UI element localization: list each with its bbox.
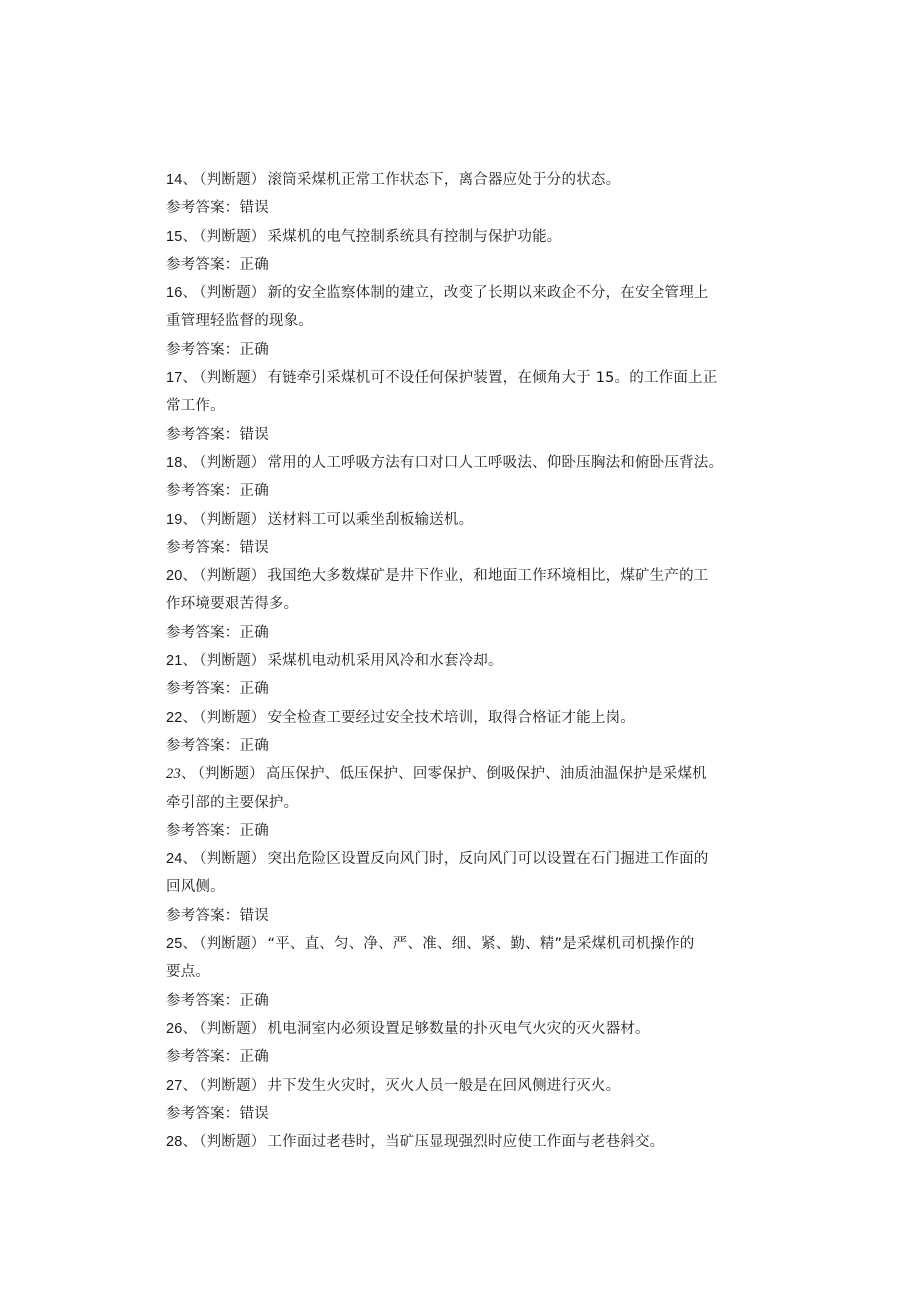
question-body: 采煤机电动机采用风冷和水套冷却。: [267, 653, 503, 670]
answer-label: 参考答案：: [166, 681, 240, 698]
question-body: 新的安全监察体制的建立，改变了长期以来政企不分，在安全管理上: [267, 285, 709, 302]
question-item: [166, 704, 766, 761]
question-body: 常工作。: [166, 398, 225, 415]
question-number: 16: [166, 285, 183, 302]
question-separator: 、: [182, 454, 198, 471]
question-number: 26: [166, 1020, 183, 1037]
question-text: [166, 562, 766, 590]
question-body: 牵引部的主要保护。: [166, 794, 299, 811]
question-type: （判断题）: [199, 936, 266, 953]
answer-line: [166, 902, 766, 930]
answer-value: 正确: [239, 624, 269, 641]
question-number: 14: [166, 172, 183, 188]
question-item: [166, 223, 766, 280]
question-list: [166, 166, 766, 1156]
answer-value: 正确: [239, 992, 269, 1009]
question-separator: 、: [182, 936, 198, 953]
answer-value: 正确: [239, 483, 269, 500]
question-type: （判断题）: [199, 1134, 266, 1151]
question-separator: 、: [182, 653, 198, 670]
question-body: 工作面过老巷时，当矿压显现强烈时应使工作面与老巷斜交。: [267, 1134, 665, 1151]
question-body: 我国绝大多数煤矿是井下作业，和地面工作环境相比，煤矿生产的工: [267, 568, 709, 585]
question-type: （判断题）: [199, 1077, 266, 1094]
question-type: （判断题）: [199, 568, 266, 585]
answer-line: [166, 1100, 766, 1128]
question-body: 重管理轻监督的现象。: [166, 313, 313, 330]
question-type: （判断题）: [199, 285, 266, 302]
question-text: [166, 1128, 766, 1156]
answer-line: [166, 817, 766, 845]
answer-label: 参考答案：: [166, 341, 240, 358]
question-body: 有链牵引采煤机可不设任何保护装置，在倾角大于 15。的工作面上正: [267, 370, 718, 387]
question-number: 19: [166, 511, 183, 528]
question-item: [166, 845, 766, 930]
question-number: 17: [166, 370, 183, 387]
question-type: （判断题）: [199, 454, 266, 471]
question-body: 安全检查工要经过安全技术培训，取得合格证才能上岗。: [267, 709, 635, 726]
question-type: （判断题）: [199, 370, 266, 387]
question-text: [166, 223, 766, 251]
answer-line: [166, 251, 766, 279]
answer-value: 正确: [239, 737, 269, 754]
question-separator: 、: [182, 1134, 198, 1151]
question-number: 24: [166, 851, 183, 868]
question-item: [166, 364, 766, 449]
answer-label: 参考答案：: [166, 426, 240, 443]
question-type: （判断题）: [199, 851, 266, 868]
question-text: [166, 1072, 766, 1100]
answer-line: [166, 732, 766, 760]
question-number: 23: [166, 766, 181, 783]
question-body: 要点。: [166, 964, 211, 981]
question-item: [166, 930, 766, 1015]
answer-line: [166, 421, 766, 449]
question-separator: 、: [182, 285, 198, 302]
question-body: 机电洞室内必须设置足够数量的扑灭电气火灾的灭火器材。: [267, 1020, 650, 1037]
answer-label: 参考答案：: [166, 539, 240, 556]
question-separator: 、: [182, 568, 198, 585]
answer-label: 参考答案：: [166, 822, 240, 839]
question-body: 突出危险区设置反向风门时，反向风门可以设置在石门掘进工作面的: [267, 851, 709, 868]
answer-value: 错误: [239, 907, 269, 924]
question-item: [166, 647, 766, 704]
question-number: 18: [166, 454, 183, 471]
question-type: （判断题）: [199, 653, 266, 670]
question-text-continued: [166, 392, 766, 420]
question-body: 采煤机的电气控制系统具有控制与保护功能。: [267, 228, 562, 245]
question-separator: 、: [182, 228, 198, 245]
answer-label: 参考答案：: [166, 907, 240, 924]
answer-line: [166, 619, 766, 647]
answer-line: [166, 534, 766, 562]
question-separator: 、: [182, 1020, 198, 1037]
answer-line: [166, 1043, 766, 1071]
question-text: [166, 845, 766, 873]
answer-label: 参考答案：: [166, 256, 240, 273]
question-number: 21: [166, 653, 183, 670]
question-item: [166, 279, 766, 364]
answer-label: 参考答案：: [166, 737, 240, 754]
question-text-continued: [166, 307, 766, 335]
question-separator: 、: [182, 1077, 198, 1094]
question-body: 高压保护、低压保护、回零保护、倒吸保护、油质油温保护是采煤机: [265, 766, 707, 783]
answer-value: 错误: [239, 426, 269, 443]
answer-line: [166, 675, 766, 703]
answer-line: [166, 477, 766, 505]
question-text: [166, 760, 766, 788]
answer-label: 参考答案：: [166, 1105, 240, 1122]
question-text-continued: [166, 958, 766, 986]
question-body: “平、直、匀、净、严、准、细、紧、勤、精”是采煤机司机操作的: [267, 936, 695, 953]
question-type: （判断题）: [199, 1020, 266, 1037]
question-item: [166, 449, 766, 506]
question-text: [166, 930, 766, 958]
question-separator: 、: [182, 709, 198, 726]
question-item: [166, 1128, 766, 1156]
question-body: 井下发生火灾时，灭火人员一般是在回风侧进行灭火。: [267, 1077, 621, 1094]
question-separator: 、: [180, 766, 196, 783]
answer-value: 错误: [239, 539, 269, 556]
question-number: 27: [166, 1077, 183, 1094]
question-text: [166, 279, 766, 307]
question-text: [166, 364, 766, 392]
question-body: 常用的人工呼吸方法有口对口人工呼吸法、仰卧压胸法和俯卧压背法。: [267, 454, 724, 471]
answer-line: [166, 194, 766, 222]
question-type: （判断题）: [199, 228, 266, 245]
question-body: 送材料工可以乘坐刮板输送机。: [267, 511, 474, 528]
question-text: [166, 704, 766, 732]
question-text-continued: [166, 789, 766, 817]
question-text: [166, 449, 766, 477]
answer-line: [166, 987, 766, 1015]
question-item: [166, 1072, 766, 1129]
question-number: 22: [166, 709, 183, 726]
question-body: 回风侧。: [166, 879, 225, 896]
answer-label: 参考答案：: [166, 992, 240, 1009]
answer-value: 正确: [239, 822, 269, 839]
question-type: （判断题）: [199, 172, 266, 188]
question-separator: 、: [182, 511, 198, 528]
question-separator: 、: [182, 370, 198, 387]
answer-line: [166, 336, 766, 364]
question-item: [166, 760, 766, 845]
answer-value: 错误: [239, 200, 269, 217]
answer-value: 正确: [239, 256, 269, 273]
question-type: （判断题）: [199, 709, 266, 726]
answer-value: 正确: [239, 1049, 269, 1066]
question-text: [166, 1015, 766, 1043]
question-separator: 、: [182, 172, 198, 188]
question-number: 28: [166, 1134, 183, 1151]
question-item: [166, 1015, 766, 1072]
question-number: 20: [166, 568, 183, 585]
question-type: （判断题）: [197, 766, 264, 783]
question-number: 25: [166, 936, 183, 953]
question-text: [166, 506, 766, 534]
question-text-continued: [166, 590, 766, 618]
answer-value: 错误: [239, 1105, 269, 1122]
question-item: [166, 562, 766, 647]
question-number: 15: [166, 228, 183, 245]
answer-value: 正确: [239, 681, 269, 698]
answer-label: 参考答案：: [166, 200, 240, 217]
question-text: [166, 166, 766, 194]
question-text-continued: [166, 873, 766, 901]
question-item: [166, 166, 766, 223]
answer-value: 正确: [239, 341, 269, 358]
question-body: 滚筒采煤机正常工作状态下，离合器应处于分的状态。: [267, 172, 621, 188]
question-item: [166, 506, 766, 563]
question-text: [166, 647, 766, 675]
answer-label: 参考答案：: [166, 483, 240, 500]
answer-label: 参考答案：: [166, 624, 240, 641]
question-body: 作环境要艰苦得多。: [166, 596, 299, 613]
question-type: （判断题）: [199, 511, 266, 528]
answer-label: 参考答案：: [166, 1049, 240, 1066]
question-separator: 、: [182, 851, 198, 868]
